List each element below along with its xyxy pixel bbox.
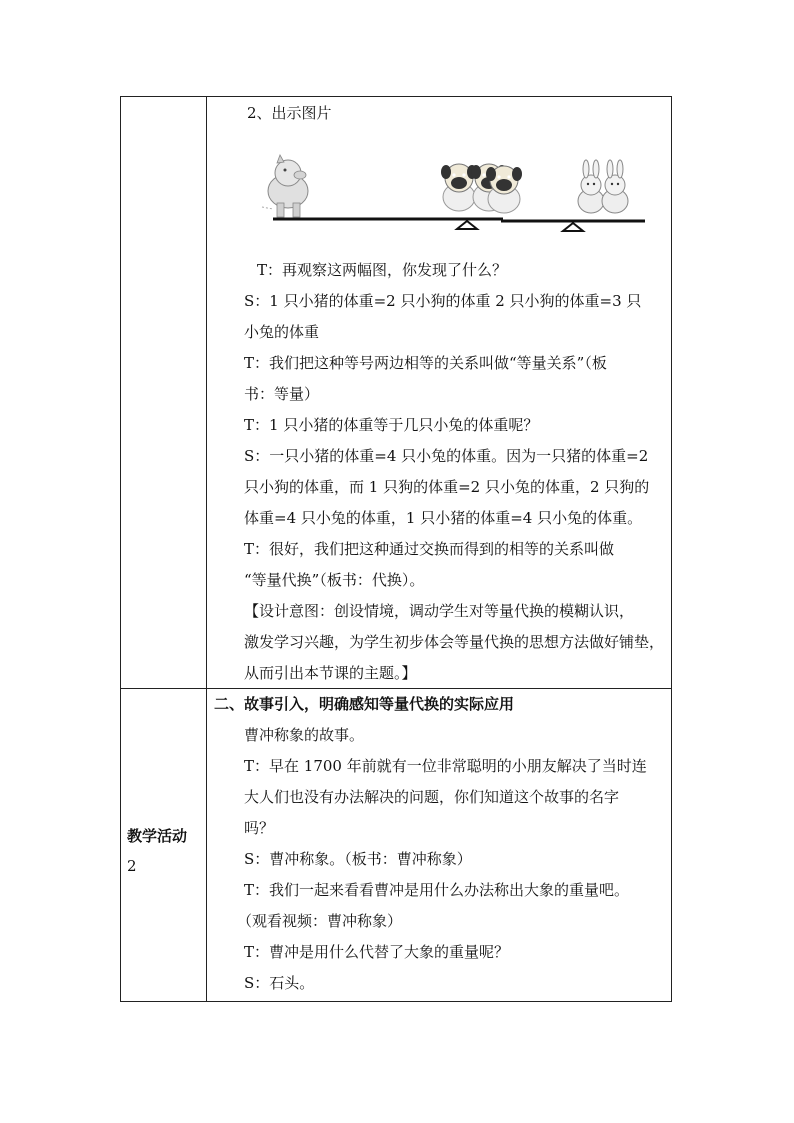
text-line: 大人们也没有办法解决的问题，你们知道这个故事的名字 — [244, 788, 620, 806]
text-line: 体重=4 只小兔的体重，1 只小猪的体重=4 只小兔的体重。 — [244, 509, 643, 527]
text-line: S：曹冲称象。（板书：曹冲称象） — [244, 850, 472, 868]
rabbit-icon — [578, 160, 604, 213]
section-heading: 二、故事引入，明确感知等量代换的实际应用 — [214, 695, 515, 713]
text-line: T：曹冲是用什么代替了大象的重量呢？ — [244, 943, 510, 961]
text-line: 书：等量） — [244, 385, 320, 403]
text-line: （观看视频：曹冲称象） — [237, 912, 403, 930]
text-line: T：早在 1700 年前就有一位非常聪明的小朋友解决了当时连 — [244, 757, 647, 775]
text-line: T：再观察这两幅图，你发现了什么？ — [257, 261, 508, 279]
activity-1-content — [207, 97, 672, 688]
design-intent-line: 【设计意图：创设情境，调动学生对等量代换的模糊认识， — [244, 602, 635, 620]
text-line: 小兔的体重 — [244, 323, 320, 341]
rabbit-icon — [602, 160, 628, 213]
lesson-table — [120, 96, 672, 1002]
text-line: 只小狗的体重，而 1 只狗的体重=2 只小兔的体重，2 只狗的 — [244, 478, 650, 496]
text-line: T：很好，我们把这种通过交换而得到的相等的关系叫做 — [244, 540, 615, 558]
text-line: S：石头。 — [244, 974, 315, 992]
text-line: 曹冲称象的故事。 — [244, 726, 365, 744]
text-line: T：我们一起来看看曹冲是用什么办法称出大象的重量吧。 — [244, 881, 630, 899]
text-line: T：我们把这种等号两边相等的关系叫做“等量关系”（板 — [244, 354, 607, 372]
balance-illustration — [207, 145, 672, 235]
activity-label-title: 教学活动 — [127, 827, 188, 845]
design-intent-line: 从而引出本节课的主题。】 — [244, 664, 417, 682]
text-line: “等量代换”（板书：代换）。 — [244, 571, 425, 589]
left-balance — [262, 155, 507, 229]
activity-label — [127, 821, 203, 881]
text-line: T：1 只小猪的体重等于几只小兔的体重呢？ — [244, 416, 539, 434]
text-line: 吗？ — [244, 819, 275, 837]
section-heading: 2、出示图片 — [247, 104, 332, 122]
activity-2-content — [207, 689, 672, 1003]
text-line: S：1 只小猪的体重=2 只小狗的体重 2 只小狗的体重=3 只 — [244, 292, 642, 310]
right-balance — [486, 160, 645, 231]
pig-icon — [262, 155, 308, 217]
text-line: S：一只小猪的体重=4 只小兔的体重。因为一只猪的体重=2 — [244, 447, 649, 465]
activity-label-number: 2 — [127, 857, 137, 875]
design-intent-line: 激发学习兴趣，为学生初步体会等量代换的思想方法做好铺垫， — [244, 633, 665, 651]
